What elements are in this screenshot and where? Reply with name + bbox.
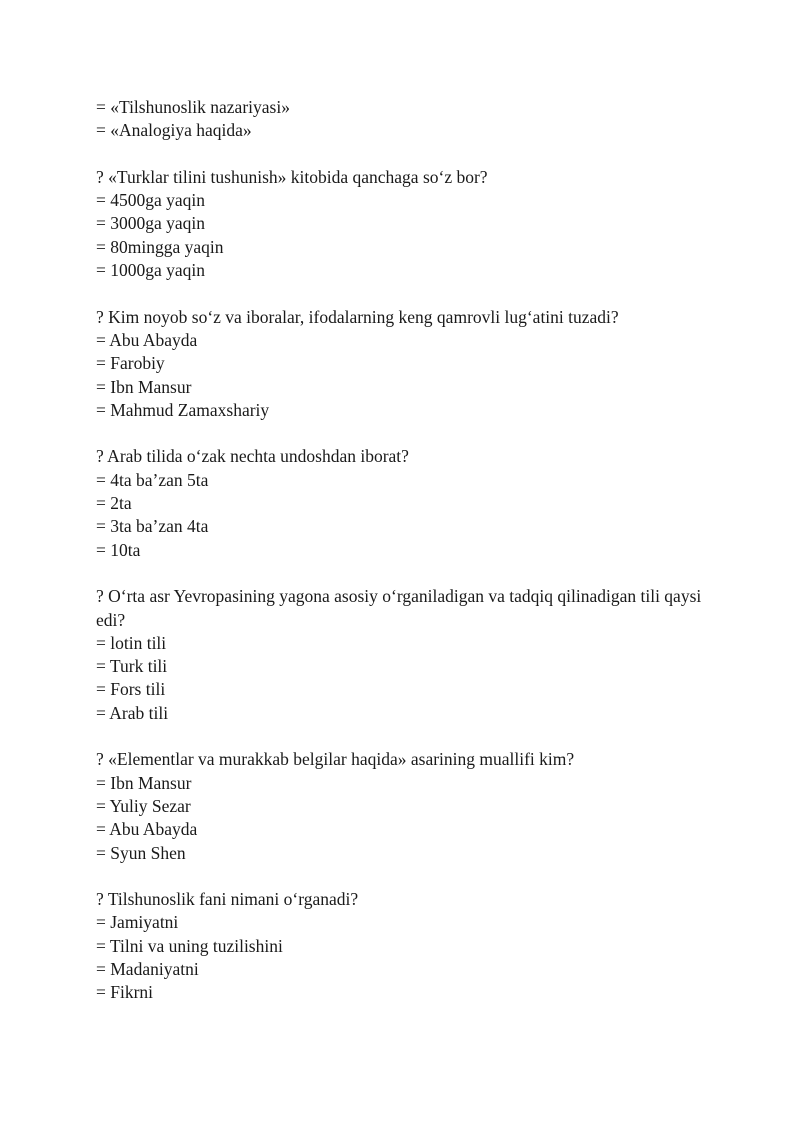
question-text: ? Tilshunoslik fani nimani o‘rganadi? [96,889,359,910]
answer-option: = Jamiyatni [96,912,179,933]
answer-option: = 3000ga yaqin [96,213,206,234]
question-block [96,888,706,1004]
answer-option: = Arab tili [96,702,169,723]
answer-option: = 80mingga yaqin [96,236,224,257]
answer-option: = Mahmud Zamaxshariy [96,399,270,420]
question-text: ? «Elementlar va murakkab belgilar haqida» asarining muallifi kim? [96,749,575,770]
question-text: ? O‘rta asr Yevropasining yagona asosiy o‘rganiladigan va tadqiq qilinadigan tili qaysi edi? [96,586,706,630]
answer-option: = Ibn Mansur [96,772,192,793]
answer-option: = 3ta ba’zan 4ta [96,516,209,537]
answer-option: = Abu Abayda [96,819,198,840]
question-block [96,306,706,422]
answer-option: = 10ta [96,539,141,560]
question-block [96,96,706,143]
answer-option: = Tilni va uning tuzilishini [96,935,283,956]
answer-option: = Abu Abayda [96,329,198,350]
answer-option: = Ibn Mansur [96,376,192,397]
answer-option: = 4500ga yaqin [96,190,206,211]
question-block [96,585,706,725]
answer-option: = Madaniyatni [96,958,199,979]
answer-option: = 2ta [96,493,132,514]
question-text: ? Arab tilida o‘zak nechta undoshdan iborat? [96,446,409,467]
answer-option: = «Tilshunoslik nazariyasi» [96,97,290,117]
question-block [96,166,706,282]
answer-option: = «Analogiya haqida» [96,120,252,141]
answer-option: = lotin tili [96,632,167,653]
question-block [96,445,706,561]
question-text: ? «Turklar tilini tushunish» kitobida qanchaga so‘z bor? [96,166,488,187]
answer-option: = Fikrni [96,982,154,1003]
question-text: ? Kim noyob so‘z va iboralar, ifodalarning keng qamrovli lug‘atini tuzadi? [96,306,619,327]
answer-option: = 1000ga yaqin [96,260,206,281]
answer-option: = Yuliy Sezar [96,795,191,816]
quiz-content [96,96,706,1005]
answer-option: = Farobiy [96,353,165,374]
answer-option: = Syun Shen [96,842,186,863]
question-block [96,748,706,864]
answer-option: = 4ta ba’zan 5ta [96,469,209,490]
answer-option: = Turk tili [96,656,168,677]
answer-option: = Fors tili [96,679,166,700]
